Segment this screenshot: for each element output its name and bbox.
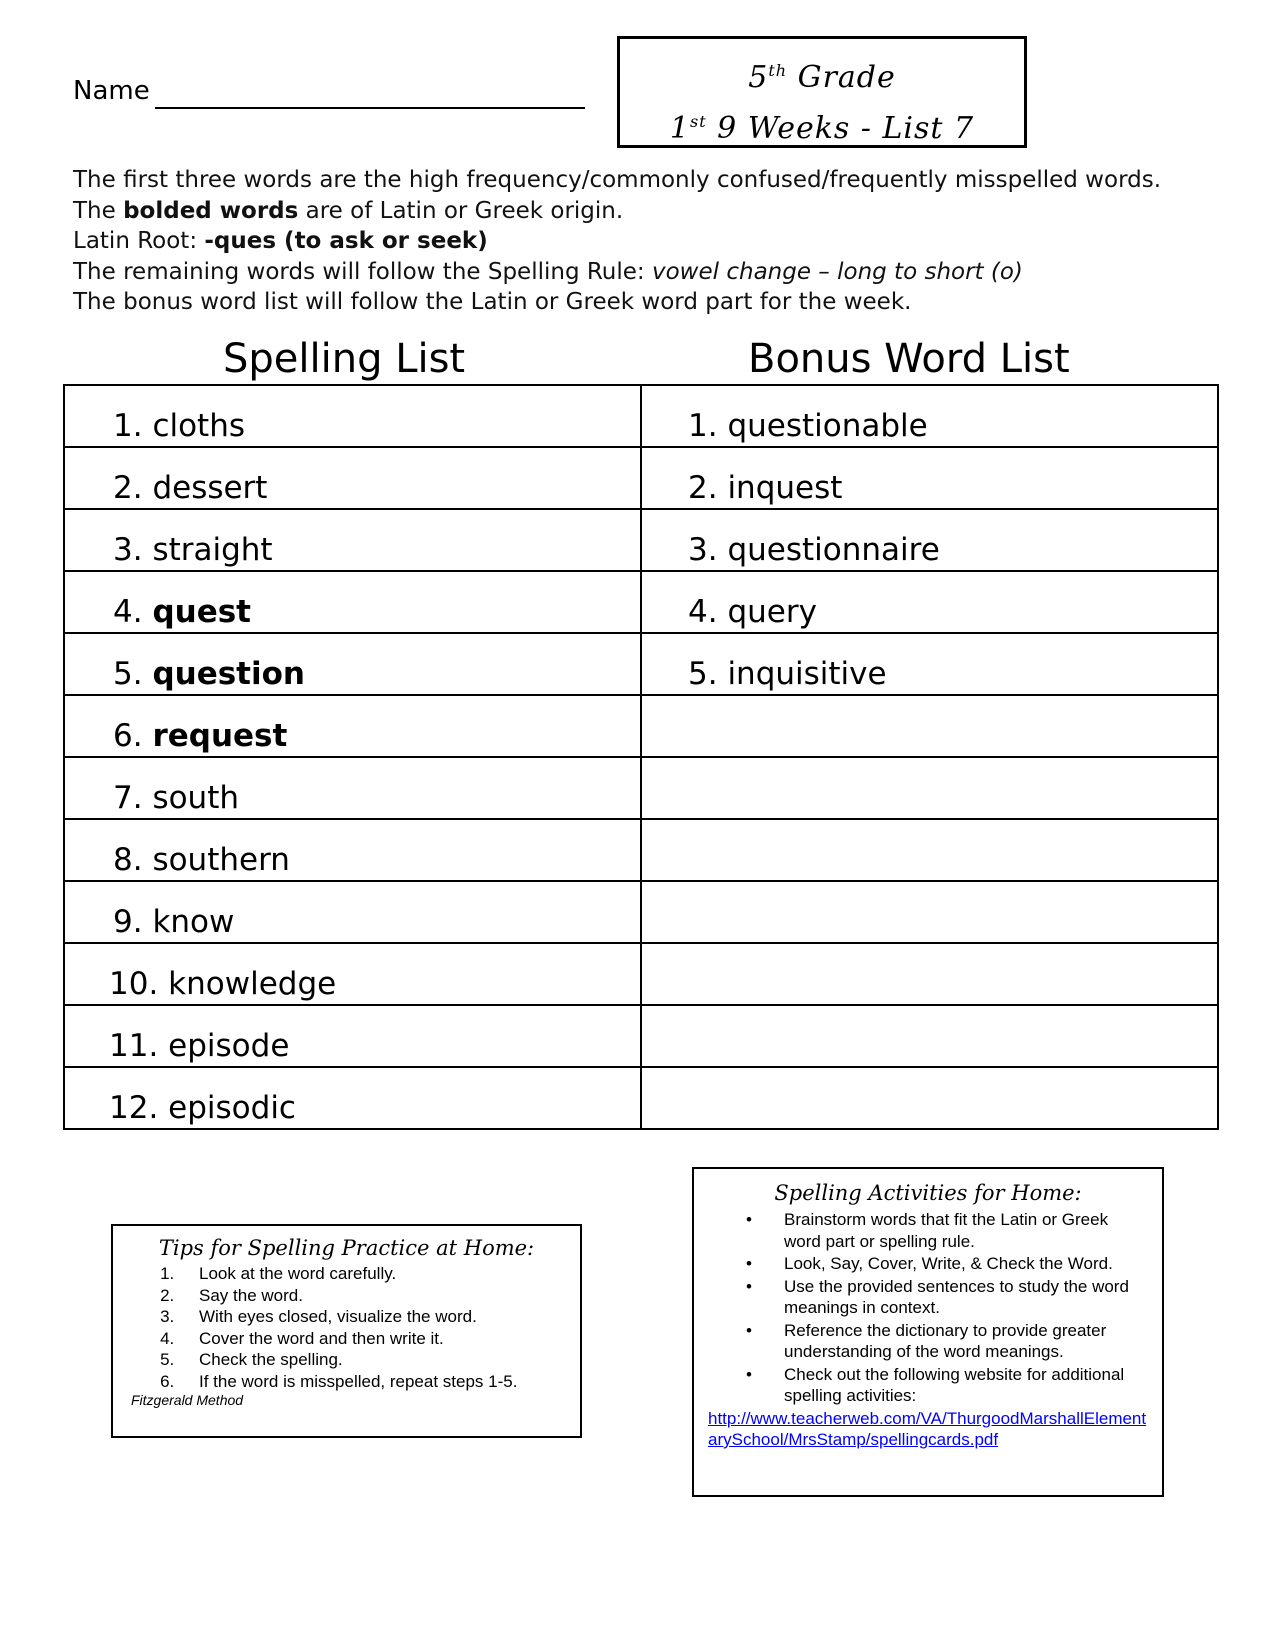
spelling-word: request — [152, 718, 288, 754]
spelling-word-cell: 8. southern — [64, 819, 641, 881]
spelling-word-cell: 4. quest — [64, 571, 641, 633]
word-list-table — [63, 384, 1219, 1130]
intro-line-1: The first three words are the high frequency/commonly confused/frequently misspelled words. — [73, 167, 1162, 193]
table-row — [64, 1067, 1218, 1129]
activities-title: Spelling Activities for Home: — [774, 1181, 1082, 1205]
table-row — [64, 881, 1218, 943]
spelling-word-cell: 2. dessert — [64, 447, 641, 509]
activities-box — [692, 1167, 1164, 1497]
spelling-word: southern — [152, 842, 290, 878]
bonus-word-cell: 3. questionnaire — [641, 509, 1218, 571]
spelling-word: south — [152, 780, 240, 816]
table-row — [64, 571, 1218, 633]
bonus-word-cell — [641, 1067, 1218, 1129]
intro-line-3: Latin Root: -ques (to ask or seek) — [73, 228, 488, 254]
table-row — [64, 757, 1218, 819]
bullet-icon: • — [746, 1210, 752, 1229]
spelling-word: cloths — [152, 408, 246, 444]
spelling-word: dessert — [152, 470, 268, 506]
weeks-list-line: 1st 9 Weeks - List 7 — [669, 111, 975, 146]
name-blank-line[interactable] — [155, 107, 585, 109]
spelling-word: know — [152, 904, 235, 940]
tip-step: 2. Say the word. — [179, 1285, 570, 1307]
table-row — [64, 943, 1218, 1005]
spelling-word-cell: 7. south — [64, 757, 641, 819]
tip-step: 5. Check the spelling. — [179, 1349, 570, 1371]
spelling-word-cell: 1. cloths — [64, 385, 641, 447]
intro-line-4: The remaining words will follow the Spelling Rule: vowel change – long to short (o) — [73, 258, 1023, 285]
method-credit: Fitzgerald Method — [131, 1392, 244, 1408]
bonus-word-cell — [641, 819, 1218, 881]
table-row — [64, 447, 1218, 509]
spelling-list-heading: Spelling List — [223, 336, 466, 382]
activity-item: • Brainstorm words that fit the Latin or Greek word part or spelling rule. — [746, 1210, 1109, 1251]
bonus-word: questionable — [727, 408, 928, 444]
spelling-word: quest — [152, 594, 251, 630]
spelling-word-cell: 6. request — [64, 695, 641, 757]
spelling-word: episode — [168, 1028, 290, 1064]
table-row — [64, 695, 1218, 757]
table-row — [64, 1005, 1218, 1067]
intro-text — [73, 165, 1161, 318]
spelling-word-cell: 5. question — [64, 633, 641, 695]
bullet-icon: • — [746, 1276, 752, 1296]
spelling-word-cell: 9. know — [64, 881, 641, 943]
bonus-word-cell — [641, 695, 1218, 757]
bonus-word-cell — [641, 881, 1218, 943]
tip-step: 6. If the word is misspelled, repeat steps 1-5. — [179, 1371, 570, 1393]
spelling-word: question — [152, 656, 305, 692]
spelling-word: episodic — [168, 1090, 296, 1126]
spelling-word-cell: 10. knowledge — [64, 943, 641, 1005]
tips-box — [111, 1224, 582, 1438]
table-row — [64, 385, 1218, 447]
bonus-word-cell: 2. inquest — [641, 447, 1218, 509]
spelling-word-cell: 11. episode — [64, 1005, 641, 1067]
bonus-word: questionnaire — [727, 532, 940, 568]
spelling-cards-link[interactable]: http://www.teacherweb.com/VA/ThurgoodMarshallElementarySchool/MrsStamp/spellingcards.pdf — [708, 1408, 1147, 1449]
intro-line-5: The bonus word list will follow the Latin or Greek word part for the week. — [73, 289, 912, 315]
bullet-icon: • — [746, 1254, 752, 1273]
bonus-word-cell — [641, 943, 1218, 1005]
bullet-icon: • — [746, 1320, 752, 1340]
tip-step: 4. Cover the word and then write it. — [179, 1328, 570, 1350]
spelling-word-cell: 12. episodic — [64, 1067, 641, 1129]
spelling-word-cell: 3. straight — [64, 509, 641, 571]
intro-line-2: The bolded words are of Latin or Greek origin. — [73, 197, 624, 224]
bonus-word: inquisitive — [727, 656, 887, 692]
tip-step: 1. Look at the word carefully. — [179, 1263, 570, 1285]
activity-item: • Reference the dictionary to provide greater understanding of the word meanings. — [746, 1320, 1107, 1361]
bonus-word: inquest — [727, 470, 843, 506]
bonus-word-cell: 1. questionable — [641, 385, 1218, 447]
table-row — [64, 633, 1218, 695]
bonus-word-cell: 5. inquisitive — [641, 633, 1218, 695]
bonus-word-cell — [641, 1005, 1218, 1067]
activities-list — [708, 1209, 1148, 1407]
table-row — [64, 509, 1218, 571]
activity-item: • Look, Say, Cover, Write, & Check the Word. — [746, 1254, 1113, 1273]
spelling-word: knowledge — [168, 966, 337, 1002]
name-label: Name — [73, 76, 150, 106]
bonus-list-heading: Bonus Word List — [748, 336, 1070, 382]
grade-line: 5th Grade — [748, 60, 896, 95]
bonus-word-cell — [641, 757, 1218, 819]
bullet-icon: • — [746, 1364, 752, 1384]
activity-item: • Check out the following website for additional spelling activities: — [746, 1364, 1125, 1405]
tips-steps — [123, 1263, 570, 1392]
table-row — [64, 819, 1218, 881]
tips-title: Tips for Spelling Practice at Home: — [158, 1236, 535, 1260]
grade-title-box — [617, 36, 1027, 148]
bonus-word-cell: 4. query — [641, 571, 1218, 633]
activity-item: • Use the provided sentences to study the word meanings in context. — [746, 1276, 1129, 1317]
spelling-word: straight — [152, 532, 273, 568]
bonus-word: query — [727, 594, 817, 630]
tip-step: 3. With eyes closed, visualize the word. — [179, 1306, 570, 1328]
